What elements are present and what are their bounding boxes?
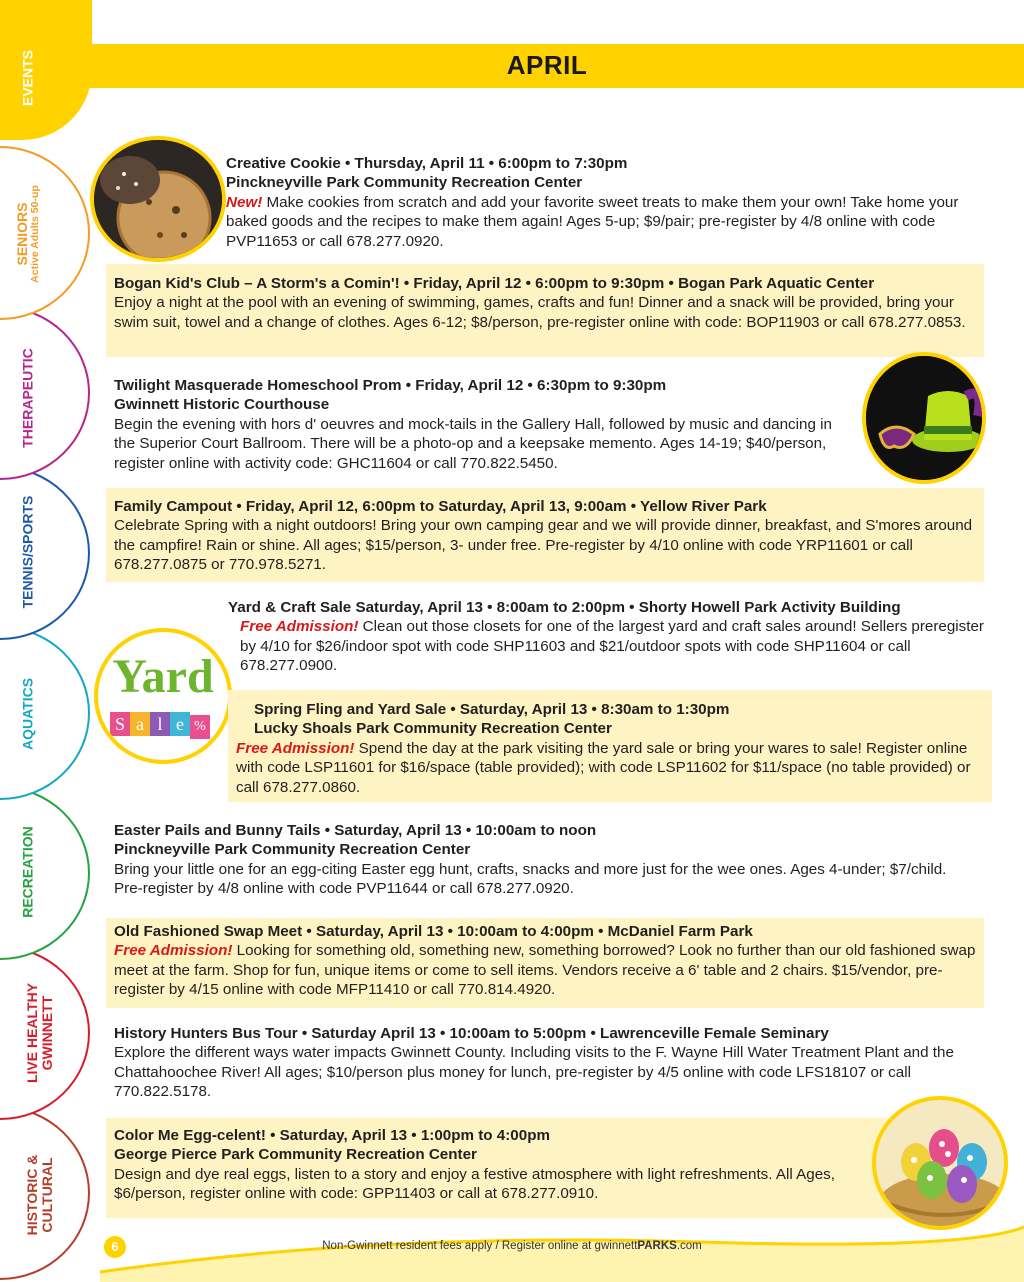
event-title: Creative Cookie • Thursday, April 11 • 6:00pm to 7:30pm xyxy=(226,155,628,172)
event-body: Looking for something old, something new, something borrowed? Look no further than our old fashioned swap meet at the farm. Shop for fun, unique items or come to sell items. Vendors receive a 6' table and 2 chairs. $15/vendor, pre-register by 4/15 online with code MFP11410 or call 770.814.4920. xyxy=(114,942,976,999)
event-title: Easter Pails and Bunny Tails • Saturday, April 13 • 10:00am to noon xyxy=(114,822,597,839)
event-body: Celebrate Spring with a night outdoors! Bring your own camping gear and we will provide dinner, breakfast, and S'mores around the campfire! Rain or shine. All ages; $15/person, 3- under free. Pre-register by 4/10 online with code YRP11601 or call 678.277.0875 or 770.978.5271. xyxy=(114,517,973,574)
cookie-photo xyxy=(90,136,226,262)
tab-recreation-arc xyxy=(0,786,90,960)
tab-aquatics-label[interactable]: AQUATICS xyxy=(19,677,36,751)
event-location: Gwinnett Historic Courthouse xyxy=(114,396,330,414)
sale-tag: l xyxy=(150,712,170,736)
event-title: Color Me Egg-celent! • Saturday, April 13 • 1:00pm to 4:00pm xyxy=(114,1127,550,1144)
event-body: Design and dye real eggs, listen to a story and enjoy a festive atmosphere with light refreshments. All Ages, $6/person, register online with code: GPP11403 or call at 678.277.0910. xyxy=(114,1165,835,1203)
month-title: APRIL xyxy=(506,50,588,80)
event-title: Spring Fling and Yard Sale • Saturday, April 13 • 8:30am to 1:30pm xyxy=(254,701,730,718)
event-body: Bring your little one for an egg-citing Easter egg hunt, crafts, snacks and more just for the wee ones. Ages 4-under; $7/child. Pre-register by 4/8 online with code PVP11644 or call 678.277.0920. xyxy=(114,860,947,898)
event-title: History Hunters Bus Tour • Saturday April 13 • 10:00am to 5:00pm • Lawrenceville Female Seminary xyxy=(114,1025,829,1042)
event-twilight-masquerade-prom xyxy=(114,376,854,473)
sale-tags xyxy=(110,712,220,742)
tab-live-healthy-label[interactable]: LIVE HEALTHY GWINNETT xyxy=(24,982,55,1084)
tab-therapeutic-arc xyxy=(0,306,90,480)
event-location: Pinckneyville Park Community Recreation Center xyxy=(114,841,471,859)
event-title: Yard & Craft Sale Saturday, April 13 • 8:00am to 2:00pm • Shorty Howell Park Activity Building xyxy=(228,599,901,616)
yard-sale-logo xyxy=(94,628,232,764)
event-family-campout xyxy=(106,488,984,582)
sale-tag: e xyxy=(170,712,190,736)
event-body: Enjoy a night at the pool with an evening of swimming, games, crafts and fun! Dinner and a snack will be provided, bring your swim suit, towel and a change of clothes. Ages 6-12; $8/person, pre-register online with code: BOP11903 or call 678.277.0853. xyxy=(114,294,966,331)
tab-tennis-arc xyxy=(0,466,90,640)
month-header-bar xyxy=(70,44,1024,88)
page-number: 6 xyxy=(104,1236,126,1258)
new-badge: New! xyxy=(226,193,263,211)
sale-tag: S xyxy=(110,712,130,736)
masquerade-photo xyxy=(862,352,986,484)
event-title: Twilight Masquerade Homeschool Prom • Friday, April 12 • 6:30pm to 9:30pm xyxy=(114,377,667,394)
tab-events-label[interactable]: EVENTS xyxy=(19,49,36,107)
event-location: Pinckneyville Park Community Recreation Center xyxy=(226,174,583,192)
footer-brand: PARKS xyxy=(637,1240,677,1252)
event-body: Clean out those closets for one of the largest yard and craft sales around! Sellers preregister by 4/10 for $26/indoor spot with code SHP11603 and $21/outdoor spots with code SHP11604 or call 678.277.0900. xyxy=(240,618,984,675)
event-body: Spend the day at the park visiting the yard sale or bring your wares to sale! Register online with code LSP11601 for $16/space (table provided); with code LSP11602 for $11/space (no table provided) or call 678.277.0860. xyxy=(236,739,971,796)
footer-note: Non-Gwinnett resident fees apply / Register online at gwinnettPARKS.com xyxy=(322,1240,702,1252)
free-admission-badge: Free Admission! xyxy=(236,739,355,757)
event-body: Make cookies from scratch and add your favorite sweet treats to make them your own! Take home your baked goods and the recipes to make them again! Ages 5-up; $9/pair; pre-register by 4/8 online with code PVP11653 or call 678.277.0920. xyxy=(226,193,959,250)
event-history-hunters-bus-tour xyxy=(114,1024,974,1102)
event-location: Lucky Shoals Park Community Recreation Center xyxy=(254,720,612,738)
tab-tennis-sports-label[interactable]: TENNIS/SPORTS xyxy=(19,495,36,609)
free-admission-badge: Free Admission! xyxy=(240,618,359,636)
event-old-fashioned-swap-meet xyxy=(106,918,984,1008)
event-body: Explore the different ways water impacts Gwinnett County. Including visits to the F. Wayne Hill Water Treatment Plant and the Chattahoochee River! All ages; $10/person plus money for lunch, pre-register by 4/5 online with code LFS18107 or call 770.822.5178. xyxy=(114,1044,954,1101)
event-location: George Pierce Park Community Recreation Center xyxy=(114,1146,477,1164)
event-title: Old Fashioned Swap Meet • Saturday, April 13 • 10:00am to 4:00pm • McDaniel Farm Park xyxy=(114,923,753,940)
tab-recreation-label[interactable]: RECREATION xyxy=(19,826,36,918)
easter-eggs-photo xyxy=(872,1096,1008,1230)
sale-tag: % xyxy=(190,715,210,739)
event-easter-pails-bunny-tails xyxy=(114,821,974,899)
tab-historic-label[interactable]: HISTORIC & CULTURAL xyxy=(24,1154,55,1236)
sale-tag: a xyxy=(130,712,150,736)
tab-therapeutic-label[interactable]: THERAPEUTIC xyxy=(19,348,36,448)
tab-aquatics-arc xyxy=(0,626,90,800)
tab-seniors-label[interactable]: SENIORS Active Adults 50-up xyxy=(14,185,41,283)
tab-events[interactable] xyxy=(0,0,92,140)
free-admission-badge: Free Admission! xyxy=(114,942,233,960)
event-body: Begin the evening with hors d' oeuvres and mock-tails in the Gallery Hall, followed by music and dancing in the Superior Court Ballroom. There will be a photo-op and a keepsake memento. Ages 14-19; $40/person, register online with activity code: GHC11604 or call 770.822.5450. xyxy=(114,415,832,472)
event-title: Bogan Kid's Club – A Storm's a Comin'! • Friday, April 12 • 6:00pm to 9:30pm • Bogan Park Aquatic Center xyxy=(114,275,875,292)
event-bogan-kids-club xyxy=(106,264,984,357)
event-yard-craft-sale xyxy=(228,598,988,676)
event-title: Family Campout • Friday, April 12, 6:00pm to Saturday, April 13, 9:00am • Yellow River Park xyxy=(114,498,767,515)
event-spring-fling-yard-sale xyxy=(228,690,992,802)
event-color-me-egg-celent xyxy=(106,1118,912,1218)
event-creative-cookie xyxy=(226,154,986,251)
yard-sale-word: Yard xyxy=(112,650,214,703)
